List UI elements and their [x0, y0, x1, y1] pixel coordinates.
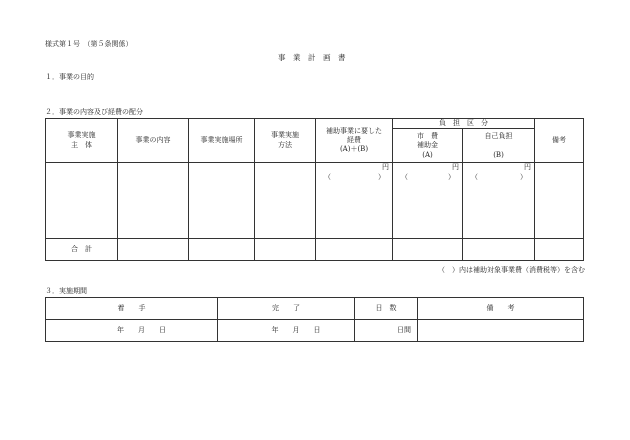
total-content-cell[interactable] — [118, 239, 189, 261]
total-self-cell[interactable] — [463, 239, 535, 261]
budget-table — [45, 118, 584, 261]
yen-unit: 円 — [382, 163, 389, 172]
total-remarks-cell[interactable] — [535, 239, 584, 261]
header-period-remarks: 備 考 — [418, 298, 584, 320]
entity-cell[interactable] — [46, 163, 118, 239]
end-date-field[interactable]: 年 月 日 — [218, 320, 355, 342]
yen-unit: 円 — [452, 163, 459, 172]
yen-unit: 円 — [524, 163, 531, 172]
header-entity: 事業実施 主 体 — [46, 119, 118, 163]
header-self-burden: 自己負担 (B) — [463, 129, 535, 163]
header-method: 事業実施 方法 — [255, 119, 316, 163]
header-place: 事業実施場所 — [189, 119, 255, 163]
total-city-cell[interactable] — [393, 239, 463, 261]
self-burden-cell[interactable]: 円 （ ） — [463, 163, 535, 239]
method-cell[interactable] — [255, 163, 316, 239]
place-cell[interactable] — [189, 163, 255, 239]
document-title: 事 業 計 画 書 — [278, 53, 346, 62]
total-method-cell[interactable] — [255, 239, 316, 261]
start-date-field[interactable]: 年 月 日 — [46, 320, 218, 342]
period-remarks-field[interactable] — [418, 320, 584, 342]
header-days: 日 数 — [355, 298, 418, 320]
header-remarks: 備考 — [535, 119, 584, 163]
cost-cell[interactable]: 円 （ ） — [316, 163, 393, 239]
form-number-label: 様式第１号 （第５条関係） — [45, 40, 133, 48]
header-end: 完 了 — [218, 298, 355, 320]
period-table — [45, 297, 584, 342]
header-start: 着 手 — [46, 298, 218, 320]
total-label: 合 計 — [46, 239, 118, 261]
days-field[interactable]: 日間 — [355, 320, 418, 342]
total-place-cell[interactable] — [189, 239, 255, 261]
remarks-cell[interactable] — [535, 163, 584, 239]
city-subsidy-cell[interactable]: 円 （ ） — [393, 163, 463, 239]
header-content: 事業の内容 — [118, 119, 189, 163]
section-period-heading: ３．実施期間 — [45, 287, 87, 295]
header-cost: 補助事業に要した 経費 (A)＋(B) — [316, 119, 393, 163]
header-city-subsidy: 市 費 補助金 (A) — [393, 129, 463, 163]
section-content-heading: ２．事業の内容及び経費の配分 — [45, 108, 143, 116]
content-cell[interactable] — [118, 163, 189, 239]
section-purpose-heading: １．事業の目的 — [45, 73, 94, 81]
tax-note: （ ）内は補助対象事業費（消費税等）を含む — [438, 266, 585, 274]
total-cost-cell[interactable] — [316, 239, 393, 261]
header-burden: 負 担 区 分 — [393, 119, 535, 129]
